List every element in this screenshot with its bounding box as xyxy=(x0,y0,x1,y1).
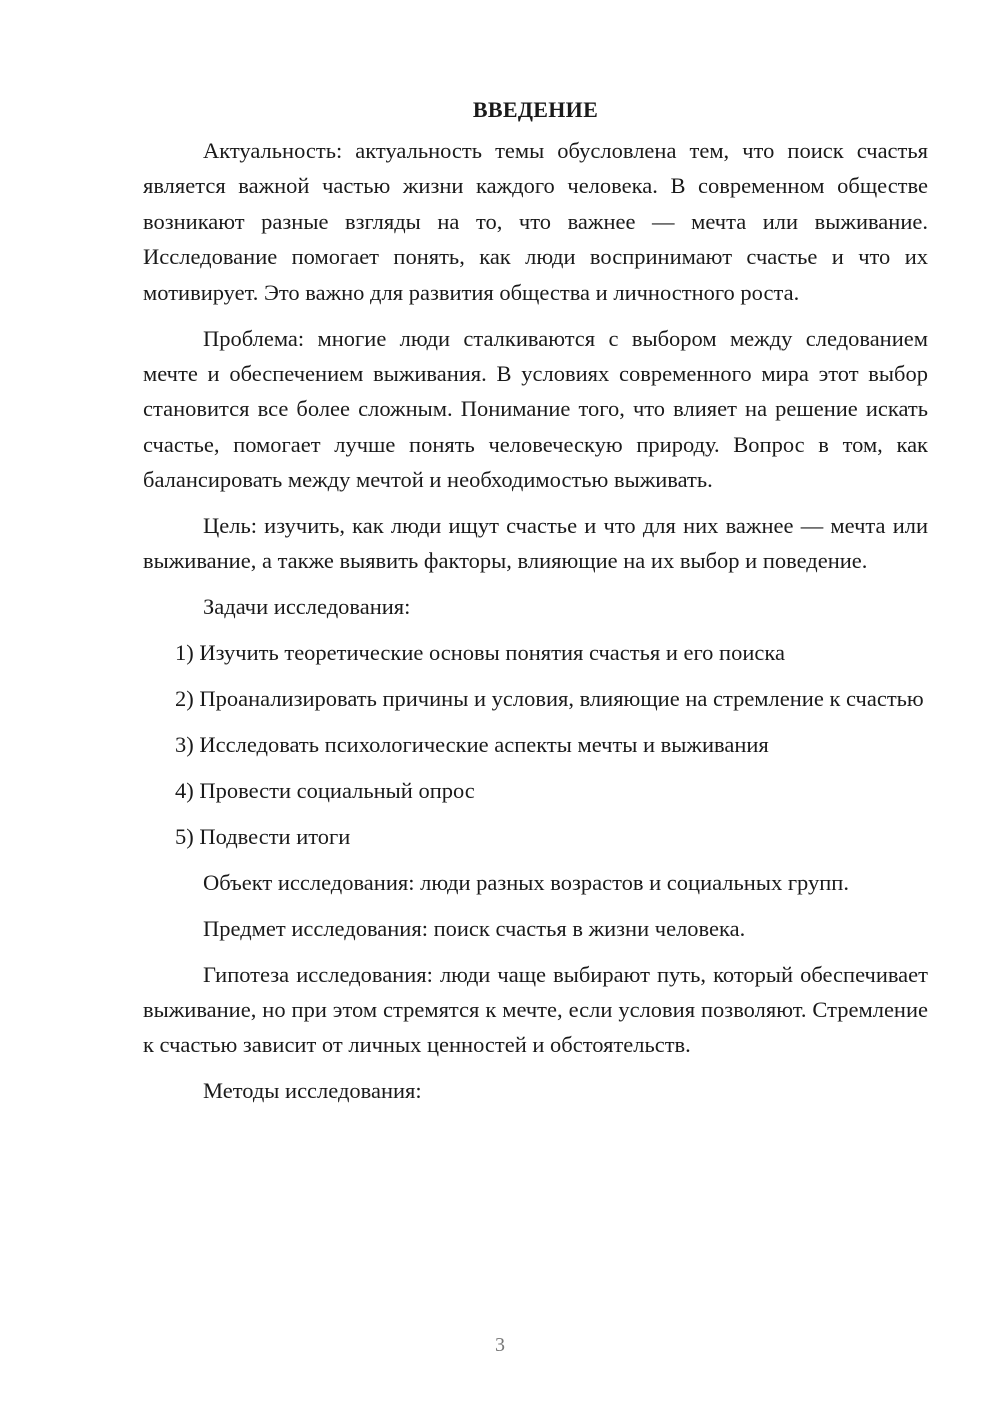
relevance-paragraph: Актуальность: актуальность темы обусловлена тем, что поиск счастья является важной частью жизни каждого человека. В современном обществе возникают разные взгляды на то, что важнее — мечта или выживание. Исследование помогает понять, как люди воспринимают счастье и что их мотивирует. Это важно для развития общества и личностного роста. xyxy=(143,138,928,305)
methods-heading: Методы исследования: xyxy=(203,1078,422,1104)
hypothesis-paragraph: Гипотеза исследования: люди чаще выбирают путь, который обеспечивает выживание, но при этом стремятся к мечте, если условия позволяют. Стремление к счастью зависит от личных ценностей и обстоятельств. xyxy=(143,961,928,1058)
document-page xyxy=(143,96,928,1119)
subject-paragraph: Предмет исследования: поиск счастья в жизни человека. xyxy=(203,915,746,941)
problem-paragraph: Проблема: многие люди сталкиваются с выбором между следованием мечте и обеспечением выживания. В условиях современного мира этот выбор становится все более сложным. Понимание того, что влияет на решение искать счастье, помогает лучше понять человеческую природу. Вопрос в том, как балансировать между мечтой и необходимостью выживать. xyxy=(143,325,928,493)
page-number: 3 xyxy=(495,1334,505,1356)
tasks-heading: Задачи исследования: xyxy=(203,594,411,620)
task-item: 2) Проанализировать причины и условия, влияющие на стремление к счастью xyxy=(175,686,924,712)
goal-paragraph: Цель: изучить, как люди ищут счастье и что для них важнее — мечта или выживание, а также выявить факторы, влияющие на их выбор и поведение. xyxy=(143,513,928,574)
section-title: ВВЕДЕНИЕ xyxy=(472,97,599,122)
task-item: 1) Изучить теоретические основы понятия счастья и его поиска xyxy=(175,640,785,666)
task-item: 3) Исследовать психологические аспекты мечты и выживания xyxy=(175,732,769,758)
task-item: 5) Подвести итоги xyxy=(175,823,351,849)
task-item: 4) Провести социальный опрос xyxy=(175,778,475,803)
object-paragraph: Объект исследования: люди разных возрастов и социальных групп. xyxy=(203,869,849,895)
